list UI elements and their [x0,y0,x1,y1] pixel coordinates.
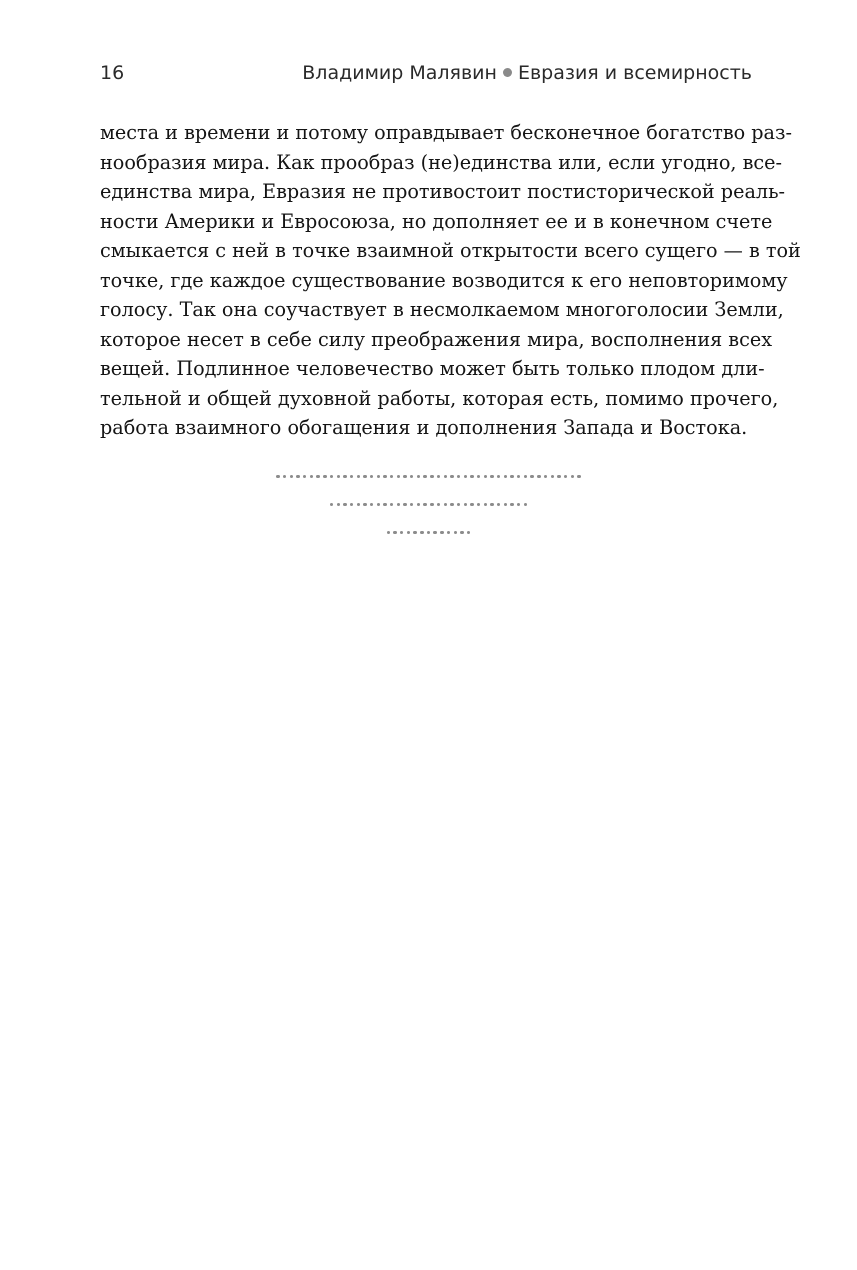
ornament-dot [377,503,380,506]
ornament-dot [403,503,406,506]
text-line: вещей. Подлинное человечество может быть только плодом дли- [100,357,765,380]
author-name: Владимир Малявин [302,62,497,84]
ornament-dot [370,475,373,478]
ornament-dot [460,531,463,534]
ornament-dot [577,475,580,478]
ornament-dot [290,475,293,478]
ornament-dot [423,475,426,478]
ornament-dot [537,475,540,478]
ornament-dot [530,475,533,478]
ornament-dot [316,475,319,478]
text-line: смыкается с ней в точке взаимной открытости всего сущего — в той [100,239,801,262]
ornament-dot [420,531,423,534]
ornament-dot [450,475,453,478]
ornament-dot [390,503,393,506]
ornament-dot [464,503,467,506]
ornament-dot [337,475,340,478]
ornament-dot [350,475,353,478]
text-line: нообразия мира. Как прообраз (не)единства или, если угодно, все- [100,150,782,174]
ornament-dot [571,475,574,478]
ornament-dot [444,503,447,506]
text-line: места и времени и потому оправдывает бесконечное богатство раз- [100,121,792,144]
ornament-dot [490,503,493,506]
ornament-dot [363,503,366,506]
dotted-divider-icon [276,475,580,478]
ornament-dot [457,503,460,506]
ornament-dot [430,503,433,506]
ornament-dot [484,475,487,478]
ornament-dot [413,531,416,534]
ornament-dot [544,475,547,478]
ornament-dot [490,475,493,478]
text-line: точке, где каждое существование возводится к его неповторимому [100,268,788,292]
ornament-dot [387,531,390,534]
ornament-dot [450,503,453,506]
ornament-dot [343,503,346,506]
ornament-dot [437,503,440,506]
ornament-dot [377,475,380,478]
ornament-dot [477,475,480,478]
ornament-dot [437,475,440,478]
page-number: 16 [100,62,125,84]
ornament-dot [383,475,386,478]
ornament-dot [330,475,333,478]
ornament-dot [357,475,360,478]
book-title: Евразия и всемирность [517,62,752,84]
ornament-dot [433,531,436,534]
running-header [100,62,752,92]
text-line: единства мира, Евразия не противостоит постисторической реаль- [100,180,785,203]
ornament-dot [504,475,507,478]
ornament-dot [470,503,473,506]
ornament-dot [517,503,520,506]
ornament-dot [504,503,507,506]
ornament-dot [440,531,443,534]
ornament-dot [330,503,333,506]
ornament-dot [510,503,513,506]
ornament-dot [323,475,326,478]
ornament-dot [283,475,286,478]
ornament-dot [390,475,393,478]
ornament-dot [417,475,420,478]
ornament-dot [497,475,500,478]
ornament-dot [400,531,403,534]
ornament-dot [410,503,413,506]
ornament-row-bottom [0,531,857,534]
ornament-dot [357,503,360,506]
ornament-dot [497,503,500,506]
text-line: работа взаимного обогащения и дополнения Запада и Востока. [100,416,748,439]
ornament-dot [484,503,487,506]
ornament-dot [393,531,396,534]
ornament-dot [477,503,480,506]
text-line: которое несет в себе силу преображения мира, восполнения всех [100,327,773,351]
ornament-dot [383,503,386,506]
bullet-separator-icon [503,68,512,77]
ornament-dot [454,531,457,534]
ornament-row-middle [0,503,857,506]
ornament-dot [564,475,567,478]
text-line: ности Америки и Евросоюза, но дополняет ее и в конечном счете [100,209,773,233]
ornament-dot [407,531,410,534]
ornament-dot [444,475,447,478]
ornament-dot [510,475,513,478]
ornament-dot [397,475,400,478]
ornament-dot [467,531,470,534]
ornament-dot [430,475,433,478]
running-title [302,62,752,84]
ornament-dot [557,475,560,478]
ornament-dot [350,503,353,506]
ornament-dot [551,475,554,478]
ornament-dot [417,503,420,506]
body-paragraph [100,118,801,443]
ornament-dot [524,475,527,478]
ornament-dot [447,531,450,534]
dotted-divider-icon [330,503,527,506]
text-line: голосу. Так она соучаствует в несмолкаемом многоголосии Земли, [100,298,784,321]
ornament-dot [343,475,346,478]
text-line: тельной и общей духовной работы, которая есть, помимо прочего, [100,386,779,410]
ornament-dot [310,475,313,478]
ornament-dot [457,475,460,478]
ornament-dot [517,475,520,478]
dotted-divider-icon [387,531,471,534]
ornament-dot [363,475,366,478]
ornament-dot [337,503,340,506]
ornament-dot [370,503,373,506]
ornament-row-top [0,475,857,478]
ornament-dot [464,475,467,478]
ornament-dot [397,503,400,506]
ornament-dot [403,475,406,478]
ornament-dot [524,503,527,506]
ornament-dot [427,531,430,534]
ornament-dot [470,475,473,478]
ornament-dot [303,475,306,478]
ornament-dot [423,503,426,506]
ornament-dot [410,475,413,478]
ornament-dot [296,475,299,478]
ornament-dot [276,475,279,478]
